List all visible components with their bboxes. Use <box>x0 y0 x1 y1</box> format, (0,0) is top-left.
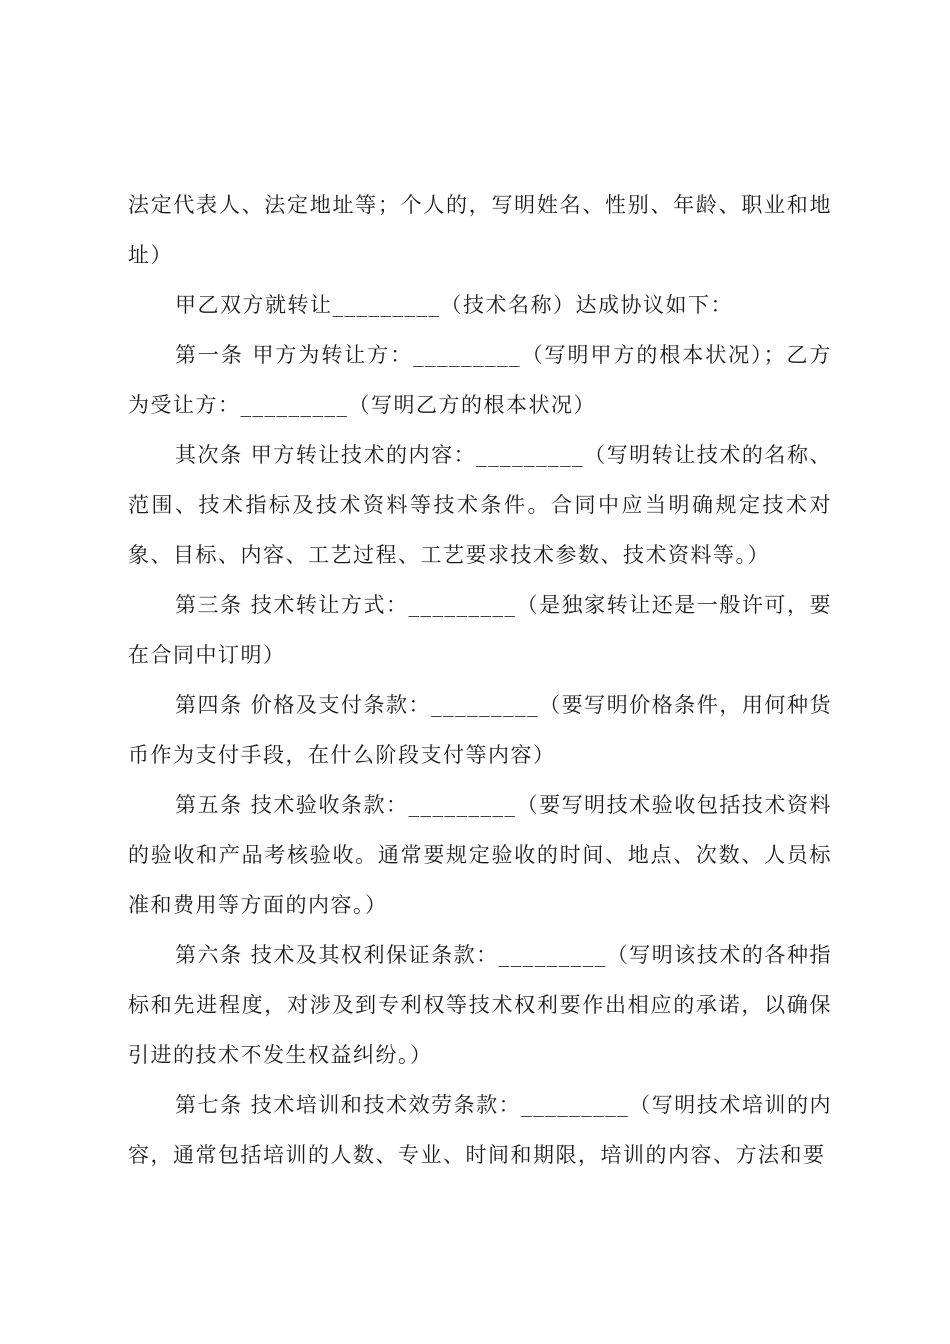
clause-5: 第五条 技术验收条款：_________（要写明技术验收包括技术资料的验收和产品考核验收。通常要规定验收的时间、地点、次数、人员标准和费用等方面的内容。） <box>128 793 832 917</box>
clause-2: 其次条 甲方转让技术的内容：_________（写明转让技术的名称、范围、技术指标及技术资料等技术条件。合同中应当明确规定技术对象、目标、内容、工艺过程、工艺要求技术参数、技术资料等。） <box>128 443 832 567</box>
clause-7: 第七条 技术培训和技术效劳条款：_________（写明技术培训的内容，通常包括培训的人数、专业、时间和期限，培训的内容、方法和要 <box>128 1093 832 1167</box>
document-body <box>128 180 832 1180</box>
paragraph-intro: 甲乙双方就转让_________（技术名称）达成协议如下： <box>175 293 733 317</box>
clause-1: 第一条 甲方为转让方：_________（写明甲方的根本状况）；乙方为受让方：_________（写明乙方的根本状况） <box>128 343 832 417</box>
paragraph-continuation: 法定代表人、法定地址等；个人的，写明姓名、性别、年龄、职业和地址） <box>128 193 832 267</box>
clause-4: 第四条 价格及支付条款：_________（要写明价格条件，用何种货币作为支付手段，在什么阶段支付等内容） <box>128 693 832 767</box>
clause-3: 第三条 技术转让方式：_________（是独家转让还是一般许可，要在合同中订明） <box>128 593 832 667</box>
clause-6: 第六条 技术及其权利保证条款：_________（写明该技术的各种指标和先进程度，对涉及到专利权等技术权利要作出相应的承诺，以确保引进的技术不发生权益纠纷。） <box>128 943 832 1067</box>
